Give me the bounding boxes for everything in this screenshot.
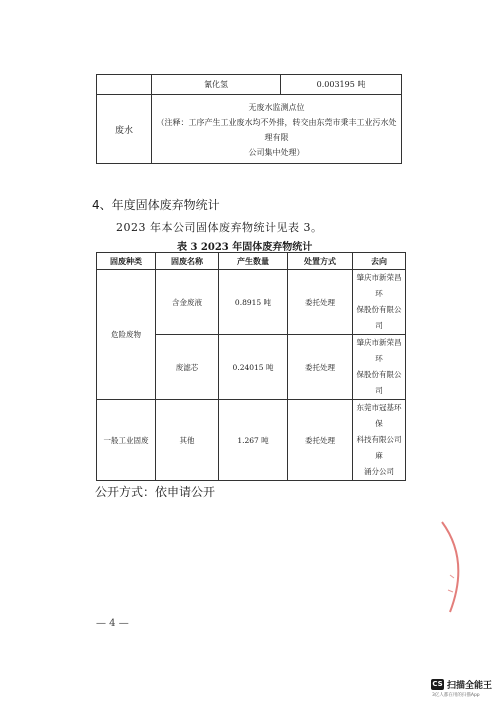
page-number: — 4 —	[96, 618, 129, 629]
waste-name: 含金废液	[156, 270, 219, 335]
disposal-method: 委托处理	[288, 400, 353, 481]
header-method: 处置方式	[288, 253, 353, 270]
hazardous-category: 危险废物	[97, 270, 156, 400]
empty-cell	[97, 75, 152, 95]
waste-quantity: 0.8915 吨	[219, 270, 288, 335]
intro-text: 2023 年本公司固体废弃物统计见表 3。	[116, 221, 323, 234]
table-row	[97, 270, 406, 335]
header-quantity: 产生数量	[219, 253, 288, 270]
waste-name: 废滤芯	[156, 335, 219, 400]
destination	[353, 270, 406, 335]
destination-line: 科技有限公司麻	[356, 435, 402, 460]
disclosure-method: 公开方式：依申请公开	[95, 485, 216, 499]
disposal-method: 委托处理	[288, 335, 353, 400]
note-line-2: （注释：工序产生工业废水均不外排，转交由东莞市秉丰工业污水处理有限	[156, 118, 397, 142]
wastewater-note	[152, 95, 402, 164]
waste-quantity: 1.267 吨	[219, 400, 288, 481]
camscanner-logo-icon: CS	[432, 680, 443, 688]
section-heading: 4、年度固体废弃物统计	[92, 198, 220, 212]
category-wastewater: 废水	[97, 95, 152, 164]
table-row	[97, 400, 406, 481]
pollutant-value: 0.003195 吨	[281, 75, 402, 95]
note-line-1: 无废水监测点位	[248, 103, 305, 112]
destination-line: 涌分公司	[364, 467, 394, 476]
solid-waste-table	[96, 252, 406, 481]
emissions-table	[96, 74, 402, 164]
waste-quantity: 0.24015 吨	[219, 335, 288, 400]
destination-line: 保股份有限公司	[356, 305, 402, 330]
watermark-sub: 3亿人都在用的扫描App	[432, 693, 480, 698]
watermark-name: 扫描全能王	[447, 681, 493, 691]
disposal-method: 委托处理	[288, 270, 353, 335]
header-destination: 去向	[353, 253, 406, 270]
destination	[353, 335, 406, 400]
destination-line: 肇庆市新荣昌环	[356, 338, 402, 363]
destination-line: 保股份有限公司	[356, 370, 402, 395]
destination-line: 肇庆市新荣昌环	[356, 273, 402, 298]
header-name: 固废名称	[156, 253, 219, 270]
pollutant-name: 氰化氢	[152, 75, 281, 95]
stamp-edge-icon	[420, 520, 470, 620]
waste-name: 其他	[156, 400, 219, 481]
table-caption: 表 3 2023 年固体废弃物统计	[177, 242, 313, 253]
destination	[353, 400, 406, 481]
header-category: 固废种类	[97, 253, 156, 270]
destination-line: 东莞市冠基环保	[356, 403, 402, 428]
general-category: 一般工业固废	[97, 400, 156, 481]
note-line-3: 公司集中处理）	[248, 148, 305, 157]
